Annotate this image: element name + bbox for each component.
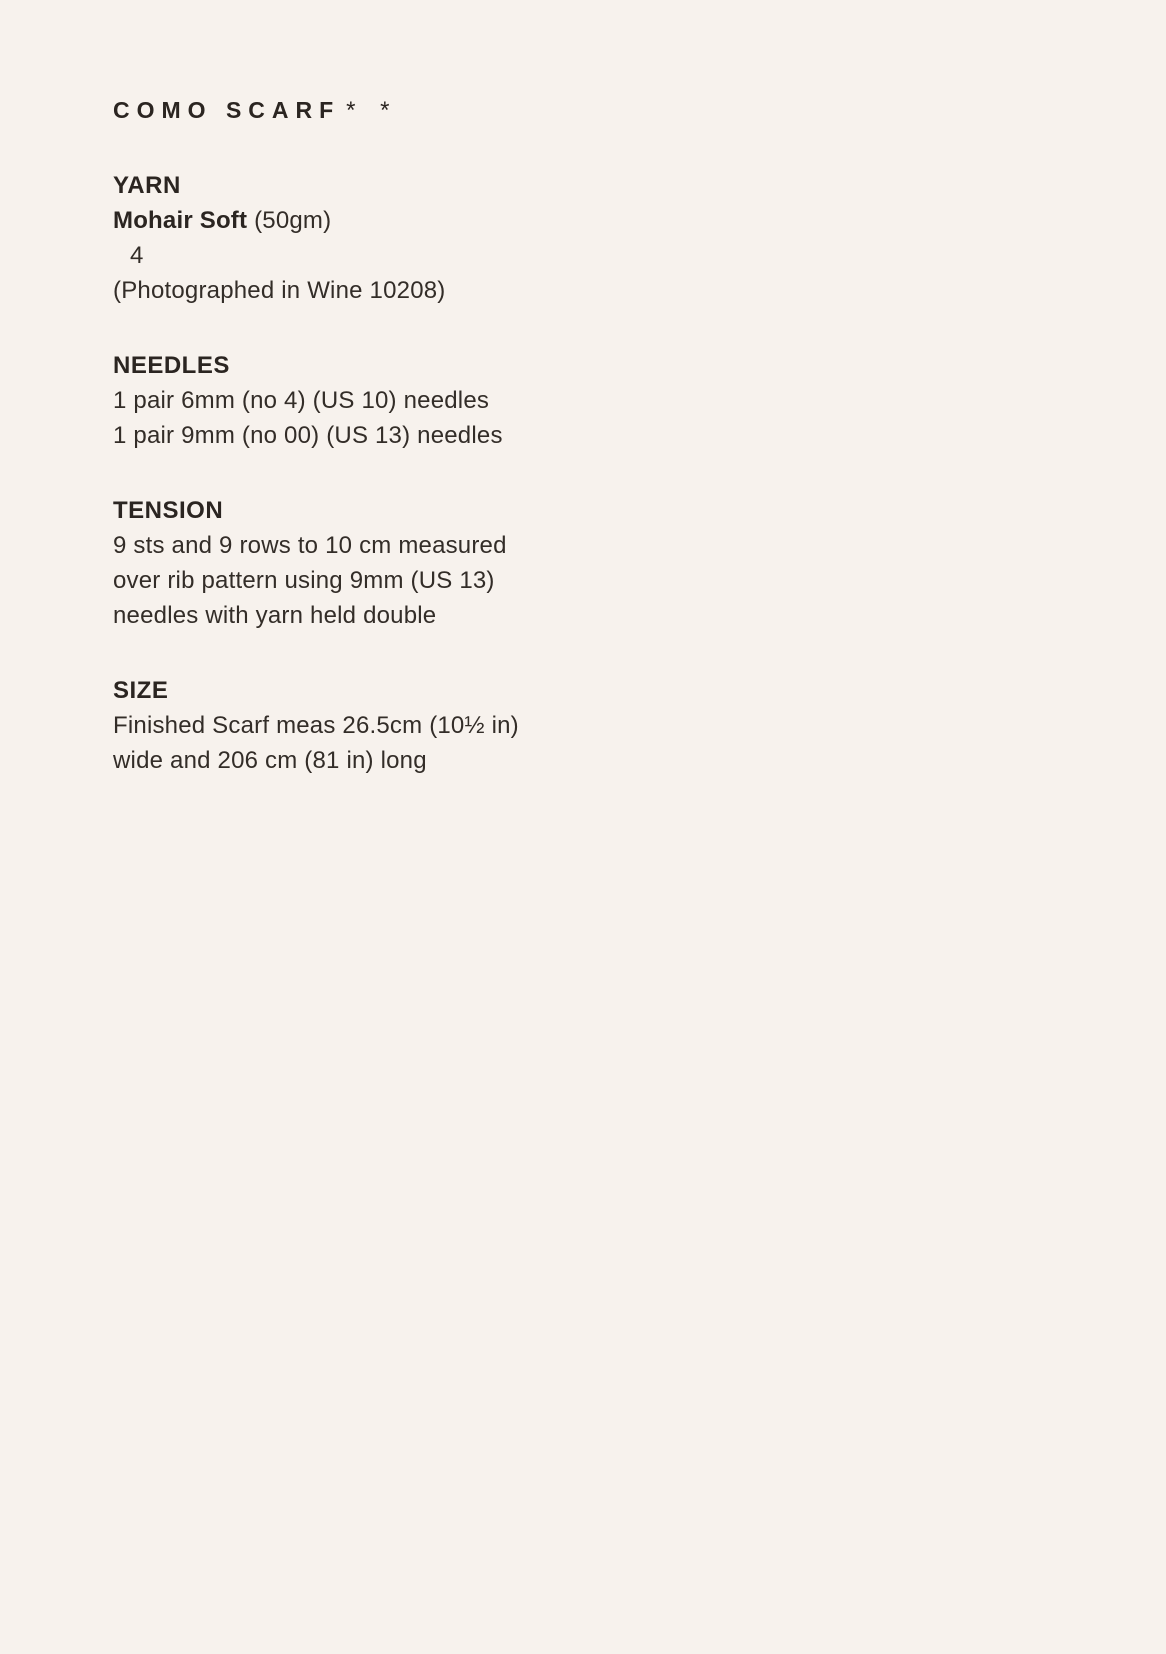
yarn-ball-weight: (50gm)	[254, 207, 332, 234]
section-size	[113, 673, 633, 778]
section-needles-heading: NEEDLES	[113, 352, 230, 379]
section-tension-heading: TENSION	[113, 497, 224, 524]
difficulty-stars: * *	[346, 97, 399, 124]
pattern-title	[113, 95, 633, 126]
tension-line: over rib pattern using 9mm (US 13)	[113, 567, 495, 594]
section-tension	[113, 493, 633, 633]
needles-line: 1 pair 9mm (no 00) (US 13) needles	[113, 422, 503, 449]
tension-line: 9 sts and 9 rows to 10 cm measured	[113, 532, 507, 559]
pattern-title-text: COMO SCARF	[113, 97, 341, 123]
yarn-photo-note: (Photographed in Wine 10208)	[113, 277, 446, 304]
yarn-line	[113, 203, 633, 238]
yarn-name: Mohair Soft	[113, 207, 248, 234]
size-line: Finished Scarf meas 26.5cm (10½ in)	[113, 712, 519, 739]
size-line: wide and 206 cm (81 in) long	[113, 747, 427, 774]
section-needles	[113, 348, 633, 453]
tension-line: needles with yarn held double	[113, 602, 437, 629]
pattern-content	[113, 95, 633, 778]
yarn-quantity: 4	[130, 242, 144, 269]
section-yarn	[113, 168, 633, 308]
needles-line: 1 pair 6mm (no 4) (US 10) needles	[113, 387, 490, 414]
section-yarn-heading: YARN	[113, 172, 181, 199]
section-size-heading: SIZE	[113, 677, 169, 704]
